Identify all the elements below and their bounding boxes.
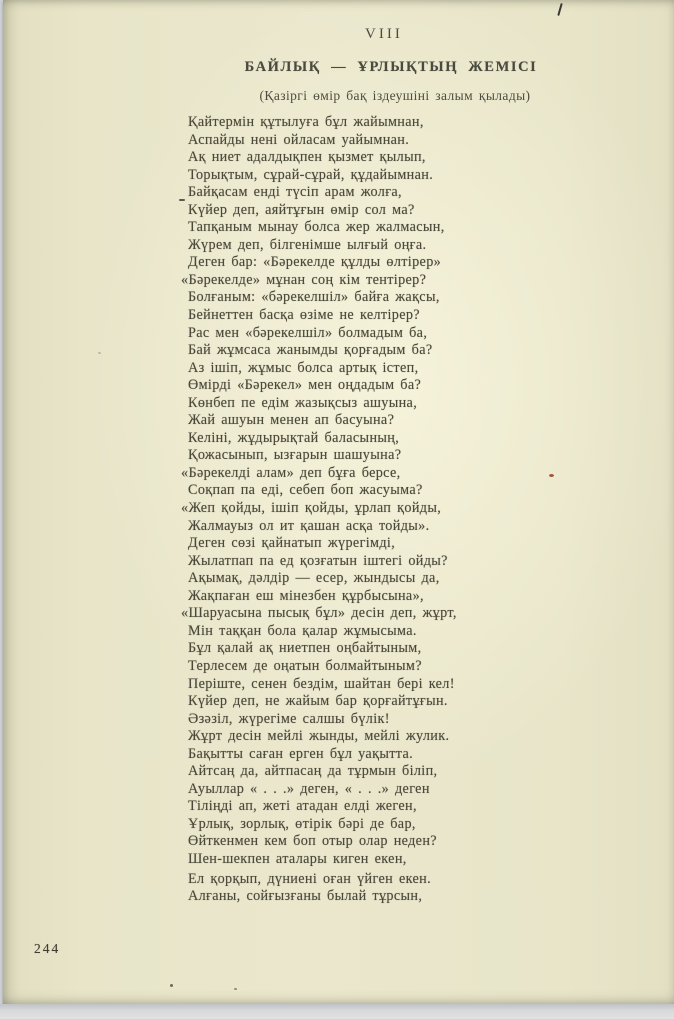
poem-line: Жылатпап па ед қозғатын іштегі ойды? [188, 552, 448, 569]
poem-line: Күйер деп, не жайым бар қорғайтұғын. [188, 693, 448, 710]
poem-line: Алғаны, сойғызғаны былай тұрсын, [188, 888, 423, 905]
poem-line: Жалмауыз ол ит қашан асқа тойды». [188, 517, 430, 534]
poem-line: Деген бар: «Бәрекелде құлды өлтірер» [188, 254, 442, 271]
poem-line: Ел қорқып, дүниені оған үйген екен. [188, 870, 431, 887]
poem-line: Күйер деп, аяйтұғын өмір сол ма? [188, 201, 415, 218]
poem-line: Бақытты саған ерген бұл уақытта. [188, 745, 414, 762]
poem-line: Келіні, жұдырықтай баласының, [188, 429, 400, 446]
paper-speck [98, 352, 101, 354]
scanner-bed-strip [0, 1004, 674, 1019]
poem-line: Көнбеп пе едім жазықсыз ашуына, [188, 394, 418, 411]
pen-mark [557, 3, 563, 16]
poem-title: БАЙЛЫҚ — ҰРЛЫҚТЫҢ ЖЕМІСІ [244, 59, 538, 75]
poem-subtitle: (Қазіргі өмір бақ іздеушіні залым қылады) [259, 88, 531, 103]
poem-line: Қайтермін құтылуға бұл жайымнан, [188, 114, 424, 130]
poem-line: Соқпап па еді, себеп боп жасуыма? [188, 482, 423, 499]
poem-line: Бай жұмсаса жанымды қорғадым ба? [188, 342, 433, 359]
paper-speck [179, 199, 185, 201]
poem-line: Өйткенмен кем боп отыр олар неден? [188, 833, 437, 850]
paper-speck [170, 984, 173, 987]
poem-line: Әзәзіл, жүрегіме салшы бүлік! [188, 710, 390, 727]
chapter-number: VIII [365, 26, 403, 42]
poem-line: Жай ашуын менен ап басуына? [188, 412, 395, 429]
poem-line: Байқасам енді түсіп арам жолға, [188, 184, 402, 201]
poem-line: Жүрем деп, білгенімше ылғый оңға. [188, 236, 427, 253]
poem-line: Терлесем де оңатын болмайтыным? [188, 657, 422, 674]
poem-line: Ауыллар « . . .» деген, « . . .» деген [188, 780, 430, 797]
poem-line: Торықтым, сұрай-сұрай, құдайымнан. [188, 166, 434, 183]
poem-line: Ақ ниет адалдықпен қызмет қылып, [188, 149, 426, 166]
poem-line: Рас мен «бәрекелшіл» болмадым ба, [188, 324, 428, 341]
poem-line: «Шаруасына пысық бұл» десін деп, жұрт, [181, 605, 457, 622]
paper-speck [234, 988, 237, 990]
poem-line: Бұл қалай ақ ниетпен оңбайтыным, [188, 640, 422, 657]
poem-line: «Бәрекелде» мұнан соң кім тентірер? [181, 271, 427, 288]
poem-line: Мін таққан бола қалар жұмысыма. [188, 622, 417, 639]
poem-line: Жұрт десін мейлі жынды, мейлі жулик. [188, 728, 450, 745]
poem-line: Бейнеттен басқа өзіме не келтірер? [188, 307, 420, 324]
poem-line: Жақпаған еш мінезбен құрбысына», [188, 587, 424, 604]
poem-line: Ақымақ, дәлдір — есер, жындысы да, [188, 570, 440, 587]
poem-line: Өмірді «Бәрекел» мен оңдадым ба? [188, 377, 422, 394]
poem-line: Ұрлық, зорлық, өтірік бәрі де бар, [188, 815, 416, 832]
poem-line: Болғаным: «бәрекелшіл» байға жақсы, [188, 289, 440, 306]
poem-line: Тапқаным мынау болса жер жалмасын, [188, 219, 445, 236]
poem-line: Тіліңді ап, жеті атадан елді жеген, [188, 798, 417, 815]
poem-line: Аз ішіп, жұмыс болса артық істеп, [188, 359, 419, 376]
poem-line: Деген сөзі қайнатып жүрегімді, [188, 535, 396, 552]
page-number: 244 [34, 941, 61, 956]
poem-line: Аспайды нені ойласам уайымнан. [188, 131, 410, 148]
poem-line: Періште, сенен бездім, шайтан бері кел! [188, 675, 455, 692]
poem-line: «Жеп қойды, ішіп қойды, ұрлап қойды, [181, 500, 442, 517]
poem-line: Айтсаң да, айтпасаң да тұрмын біліп, [188, 763, 438, 780]
poem-line: Шен-шекпен аталары киген екен, [188, 850, 407, 867]
paper-speck [549, 474, 554, 477]
poem-body [181, 114, 608, 906]
poem-line: Қожасынып, ызғарын шашуына? [188, 447, 402, 464]
poem-line: «Бәрекелді алам» деп бұға берсе, [181, 464, 401, 481]
book-page [3, 0, 674, 1004]
